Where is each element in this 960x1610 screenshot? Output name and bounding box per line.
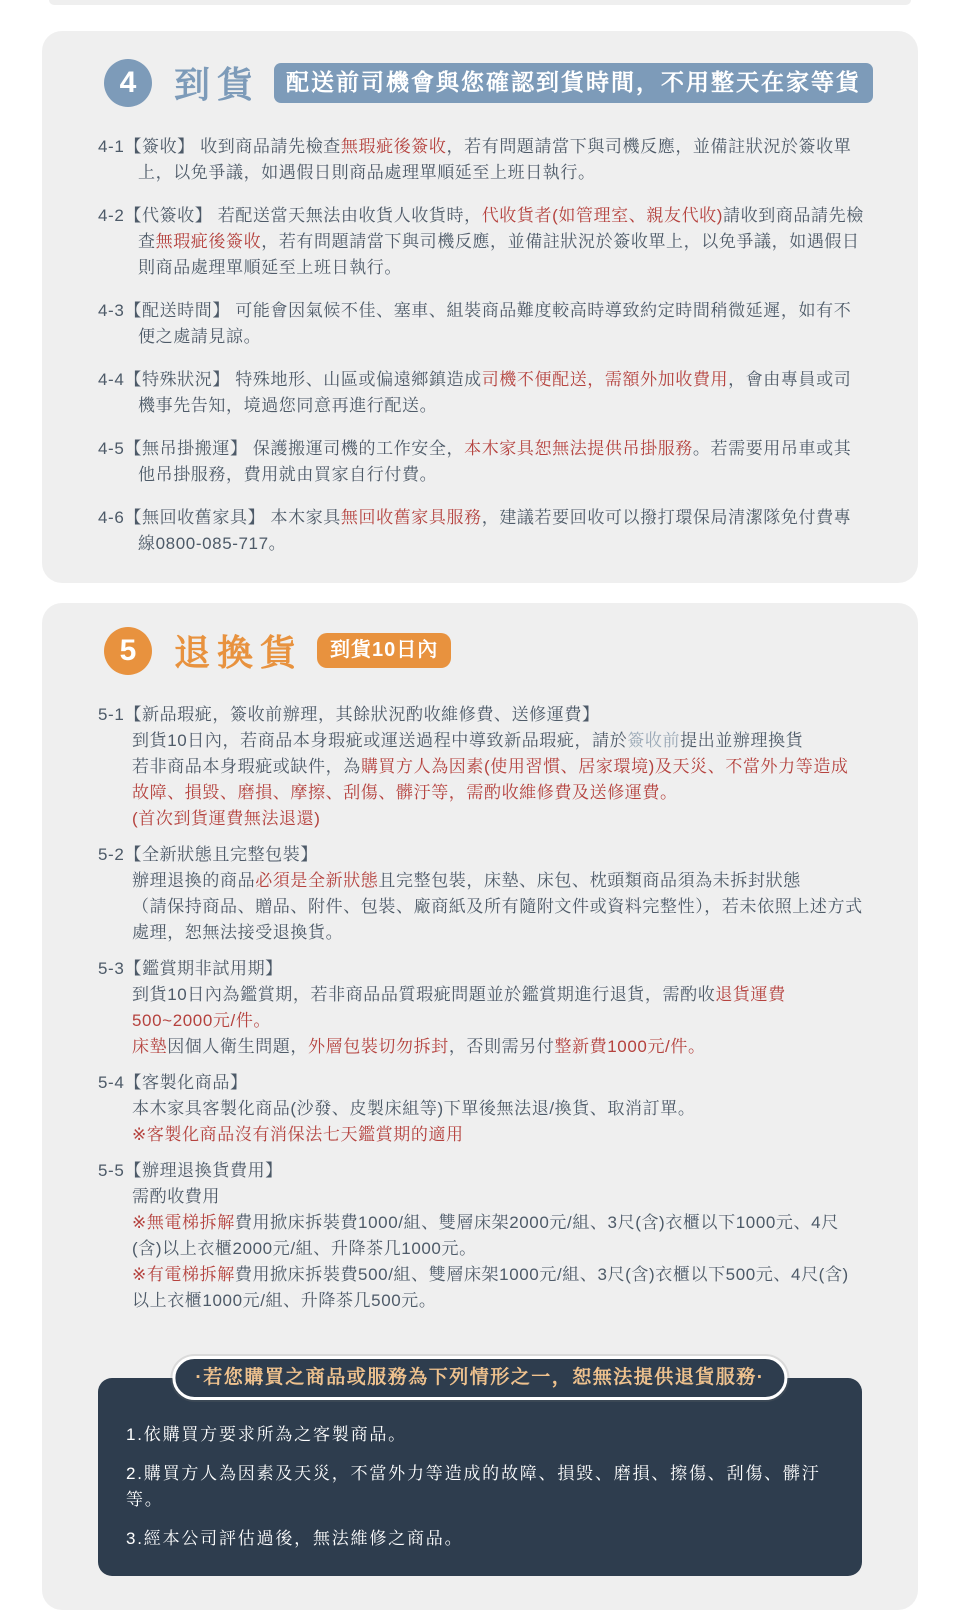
delivery-step-number: 4 <box>104 59 152 107</box>
policy-item-5-1: 5-1【新品瑕疵，簽收前辦理，其餘狀況酌收維修費、送修運費】 到貨10日內，若商品本身瑕疵或運送過程中導致新品瑕疵，請於簽收前提出並辦理換貨 若非商品本身瑕疵或缺件，為購買方人為因素(使用習慣、居家環境)及天災、不當外力等造成故障、損毀、磨損、摩擦、刮傷、髒汙等，需酌收維修費及送修運費。 (首次到貨運費無法退還) <box>98 705 849 828</box>
policy-item-5-5: 5-5【辦理退換貨費用】 需酌收費用 ※無電梯拆解費用掀床拆裝費1000/組、雙層床架2000元/組、3尺(含)衣櫃以下1000元、4尺(含)以上衣櫃2000元/組、升降茶几1000元。 ※有電梯拆解費用掀床拆裝費500/組、雙層床架1000元/組、3尺(含)衣櫃以下500元、4尺(含)以上衣櫃1000元/組、升降茶几500元。 <box>98 1161 849 1310</box>
no-return-notice-item-2: 2.購買方人為因素及天災，不當外力等造成的故障、損毀、磨損、擦傷、刮傷、髒汙等。 <box>126 1464 821 1509</box>
policy-item-5-4: 5-4【客製化商品】 本木家具客製化商品(沙發、皮製床組等)下單後無法退/換貨、取消訂單。 ※客製化商品沒有消保法七天鑑賞期的適用 <box>98 1073 696 1144</box>
returns-section-header <box>86 625 874 676</box>
delivery-policy-list <box>86 134 874 557</box>
no-return-notice-item-3: 3.經本公司評估過後，無法維修之商品。 <box>126 1529 464 1548</box>
returns-policy-list <box>86 702 874 1314</box>
no-return-notice-item-1: 1.依購買方要求所為之客製商品。 <box>126 1425 407 1444</box>
policy-item-4-1: 4-1【簽收】 收到商品請先檢查無瑕疵後簽收，若有問題請當下與司機反應，並備註狀況於簽收單上，以免爭議，如遇假日則商品處理單順延至上班日執行。 <box>98 137 852 182</box>
policy-item-5-2: 5-2【全新狀態且完整包裝】 辦理退換的商品必須是全新狀態且完整包裝，床墊、床包、枕頭類商品須為未拆封狀態 （請保持商品、贈品、附件、包裝、廠商紙及所有隨附文件或資料完整性），若未依照上述方式處理，恕無法接受退換貨。 <box>98 845 863 942</box>
policy-item-4-3: 4-3【配送時間】 可能會因氣候不佳、塞車、組裝商品難度較高時導致約定時間稍微延遲，如有不便之處請見諒。 <box>98 301 852 346</box>
no-return-notice-title: ·若您購買之商品或服務為下列情形之一，恕無法提供退貨服務· <box>172 1356 787 1400</box>
previous-card-bottom-edge <box>49 0 911 5</box>
policy-item-4-6: 4-6【無回收舊家具】 本木家具無回收舊家具服務，建議若要回收可以撥打環保局清潔隊免付費專線0800-085-717。 <box>98 508 852 553</box>
delivery-note-badge: 配送前司機會與您確認到貨時間，不用整天在家等貨 <box>274 63 873 103</box>
policy-item-5-3: 5-3【鑑賞期非試用期】 到貨10日內為鑑賞期，若非商品品質瑕疵問題並於鑑賞期進行退貨，需酌收退貨運費500~2000元/件。 床墊因個人衛生問題，外層包裝切勿拆封，否則需另付整新費1000元/件。 <box>98 959 786 1056</box>
delivery-section-card <box>42 31 918 583</box>
returns-section-card <box>42 603 918 1610</box>
delivery-section-title: 到貨 <box>174 64 261 105</box>
policy-item-4-2: 4-2【代簽收】 若配送當天無法由收貨人收貨時，代收貨者(如管理室、親友代收)請收到商品請先檢查無瑕疵後簽收，若有問題請當下與司機反應，並備註狀況於簽收單上，以免爭議，如遇假日則商品處理單順延至上班日執行。 <box>98 206 864 277</box>
returns-step-number: 5 <box>104 627 152 675</box>
returns-section-title: 退換貨 <box>174 632 304 673</box>
policy-item-4-5: 4-5【無吊掛搬運】 保護搬運司機的工作安全，本木家具恕無法提供吊掛服務。若需要用吊車或其他吊掛服務，費用就由買家自行付費。 <box>98 439 852 484</box>
returns-period-badge: 到貨10日內 <box>317 633 451 668</box>
no-return-notice-box <box>98 1367 862 1576</box>
policy-item-4-4: 4-4【特殊狀況】 特殊地形、山區或偏遠鄉鎮造成司機不便配送，需額外加收費用，會由專員或司機事先告知，境過您同意再進行配送。 <box>98 370 852 415</box>
delivery-section-header <box>86 57 874 108</box>
